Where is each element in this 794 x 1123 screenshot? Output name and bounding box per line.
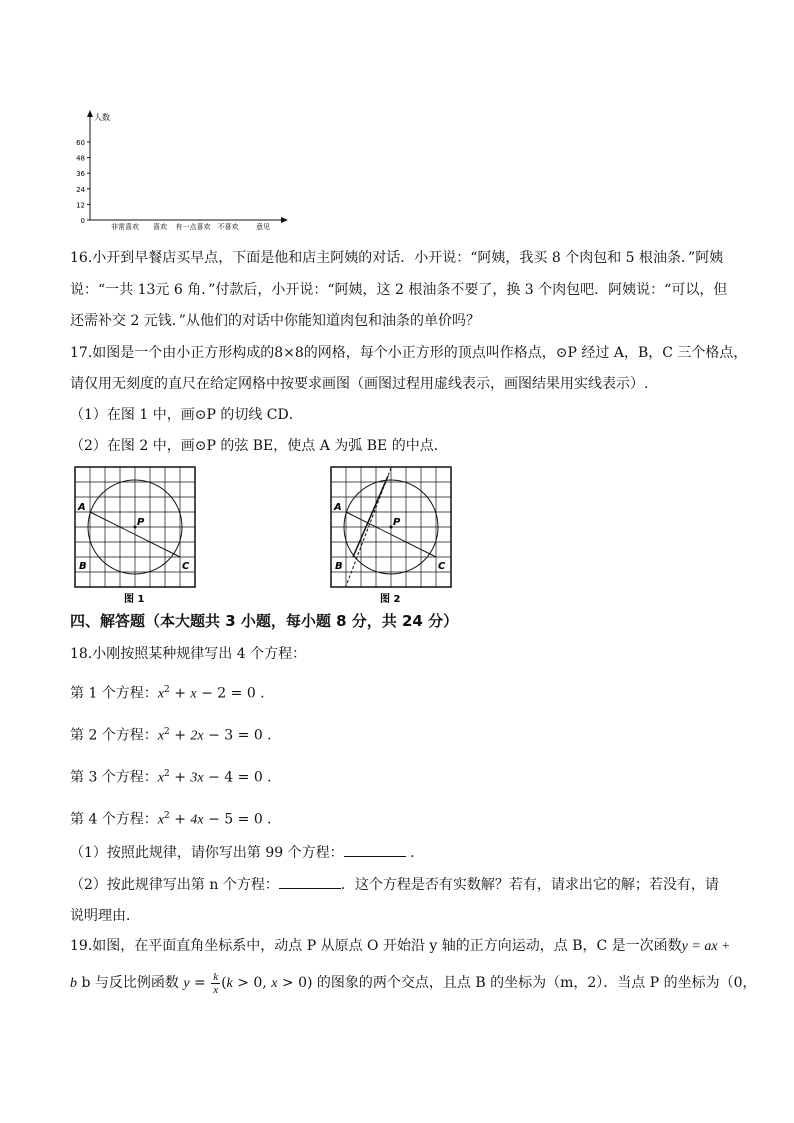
chord-be <box>353 476 388 557</box>
q16-line-1: 16.小开到早餐店买早点，下面是他和店主阿姨的对话．小开说：“阿姨，我买 8 个肉包和 5 根油条．”阿姨 <box>70 250 724 266</box>
label-a: A <box>334 502 342 513</box>
x-category-label: 喜欢 <box>153 223 167 231</box>
label-b: B <box>335 561 343 572</box>
q19-line-2: b b 与反比例函数 y = $\frac{k}{x}$ (k > 0, x > 0) 的图象的两个交点，且点 B 的坐标为（m，2）．当点 P 的坐标为（0， <box>70 970 757 996</box>
q16-line-2: 说：“一共 13元 6 角．”付款后，小开说：“阿姨，这 2 根油条不要了，换 3 个肉包吧．阿姨说：“可以，但 <box>70 282 728 298</box>
q16-line-3: 还需补交 2 元钱．”从他们的对话中你能知道肉包和油条的单价吗？ <box>70 313 480 329</box>
label-c: C <box>438 561 446 572</box>
y-tick-label: 48 <box>76 154 85 163</box>
answer-blank-2[interactable] <box>279 874 341 889</box>
label-p: P <box>393 517 401 528</box>
q17-line-1: 17.如图是一个由小正方形构成的8×8的网格，每个小正方形的顶点叫作格点，⊙P 经过 A，B，C 三个格点， <box>70 345 748 361</box>
q17-part-2: （2）在图 2 中，画⊙P 的弦 BE，使点 A 为弧 BE 的中点． <box>70 438 448 454</box>
y-axis-arrow <box>87 110 93 117</box>
q18-eq-3: 第 3 个方程：$x^2 + 3x - 4 = 0$ . <box>70 769 272 786</box>
opinion-chart <box>60 105 290 235</box>
q18-intro: 18.小刚按照某种规律写出 4 个方程： <box>70 646 307 662</box>
q17-part-1: （1）在图 1 中，画⊙P 的切线 CD． <box>70 407 303 423</box>
y-tick-label: 60 <box>76 139 85 147</box>
label-b: B <box>79 561 87 572</box>
q18-part-2-line-2: 说明理由． <box>70 908 140 924</box>
x-category-label: 非常喜欢 <box>111 223 139 231</box>
x-axis-arrow <box>281 217 288 223</box>
y-tick-label: 0 <box>80 217 85 225</box>
answer-blank-1[interactable] <box>344 842 406 857</box>
q18-part-2: （2）按此规律写出第 n 个方程： ．这个方程是否有实数解？若有，请求出它的解；若没有，请 <box>70 874 719 895</box>
figure-2-grid <box>330 466 455 606</box>
x-category-label: 不喜欢 <box>217 223 239 231</box>
figure-1-grid <box>74 466 199 606</box>
figure-2-caption: 图 2 <box>380 594 401 605</box>
label-c: C <box>182 561 190 572</box>
x-category-label: 意见 <box>256 223 270 231</box>
y-tick-label: 12 <box>76 201 85 210</box>
q18-eq-1: 第 1 个方程：$x^2 + x - 2 = 0$ . <box>70 685 265 702</box>
x-category-label: 有一点喜欢 <box>175 223 211 231</box>
y-tick-label: 36 <box>76 170 85 179</box>
section-4-title: 四、解答题（本大题共 3 小题，每小题 8 分，共 24 分） <box>70 612 459 630</box>
q18-eq-2: 第 2 个方程：$x^2 + 2x - 3 = 0$ . <box>70 727 272 744</box>
label-p: P <box>137 517 145 528</box>
y-tick-label: 24 <box>76 185 85 194</box>
q18-eq-4: 第 4 个方程：$x^2 + 4x - 5 = 0$ . <box>70 811 272 828</box>
label-a: A <box>78 502 86 513</box>
q18-part-1: （1）按照此规律，请你写出第 99 个方程： . <box>70 842 415 863</box>
q19-line-1: 19.如图，在平面直角坐标系中，动点 P 从原点 O 开始沿 y 轴的正方向运动，点 B，C 是一次函数y = ax + <box>70 938 731 954</box>
q17-line-2: 请仅用无刻度的直尺在给定网格中按要求画图（画图过程用虚线表示，画图结果用实线表示）. <box>70 376 649 392</box>
figure-1-caption: 图 1 <box>124 594 145 605</box>
y-axis-label: 人数 <box>94 113 110 122</box>
fraction-k-over-x: $\frac{k}{x}$ <box>213 970 219 996</box>
